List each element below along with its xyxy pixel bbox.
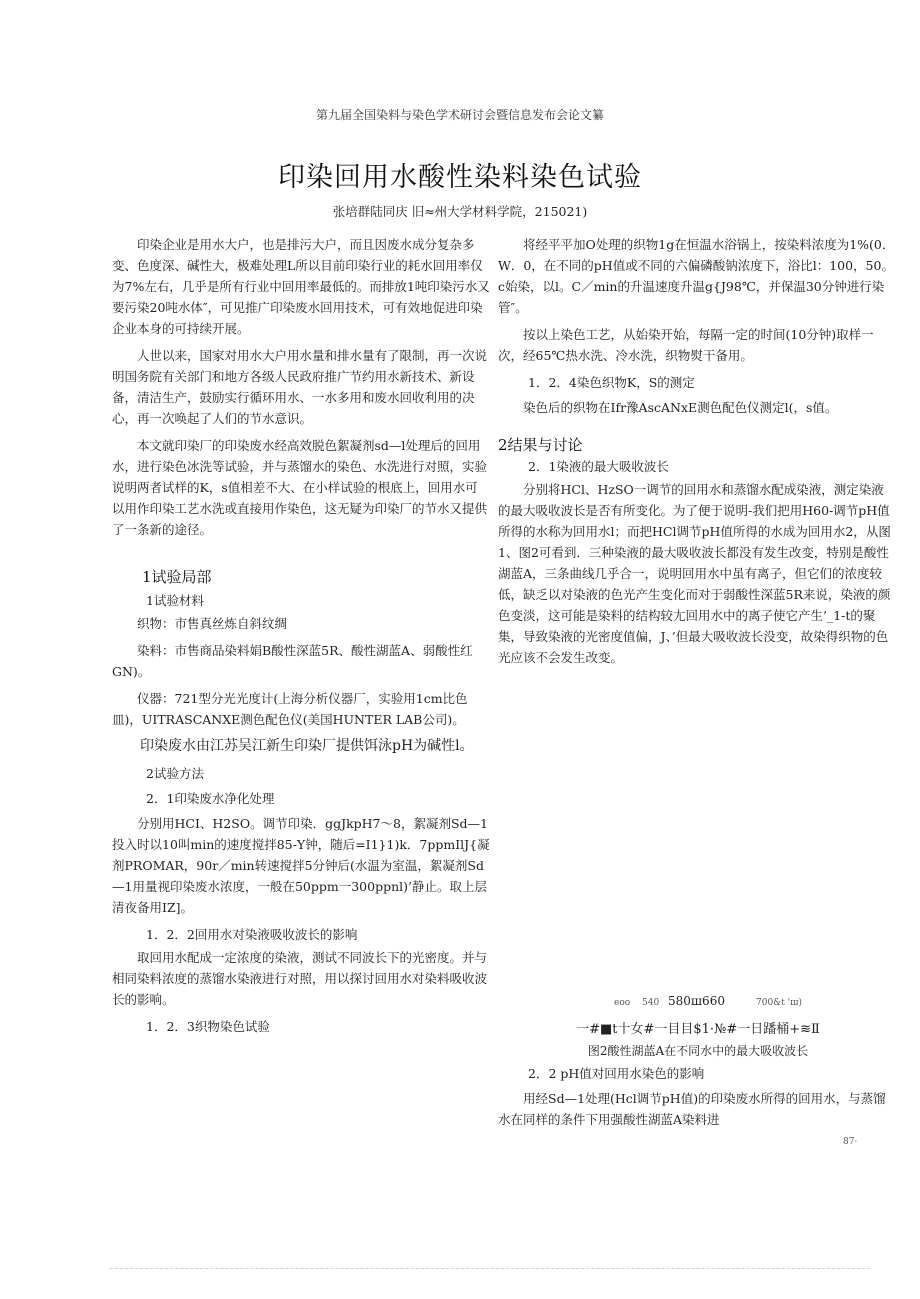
subsection-heading-1-2-3: 1．2．3织物染色试验 [146, 1019, 270, 1034]
authors-affiliation: 张培群陆同庆 旧≈州大学材料学院，215021) [332, 204, 588, 219]
subsection-heading-1-2-4: 1．2．4染色织物K，S的测定 [528, 375, 695, 390]
figure-2-legend: 一#■t十女#一目目$1·№#一日蹯桶+≋Ⅱ [576, 1022, 820, 1037]
paragraph-ks-measurement: 染色后的织物在Ifr豫AscANxE测色配色仪测定l(，s值。 [523, 400, 838, 415]
paragraph-dyeing-procedure: 将经平平加O处理的织物1g在恒温水浴锅上，按染料浓度为1%(0．W．0，在不同的pH值或不同的六偏磷酸钠浓度下，浴比l：100，50。c始染，以l。C／min的升温速度升温g{J98℃，并保温30分钟进行染管″。 [498, 237, 895, 315]
subsection-heading-2-1: 2．1染液的最大吸收波长 [528, 459, 669, 474]
axis-tick-label: 540 [642, 998, 660, 1008]
figure-2-axis [614, 996, 834, 1010]
page-bottom-border [110, 1268, 870, 1269]
paragraph-absorption-test: 取回用水配成一定浓度的染液，测试不同波长下的光密度。并与相同染料浓度的蒸馏水染液进行对照，用以探讨回用水对染料吸收波长的影响。 [112, 950, 488, 1007]
paragraph-wastewater: 印染废水由江苏吴江新生印染厂提供饵泳pH为碱性l。 [140, 738, 474, 754]
subsection-heading-2-2: 2．2 pH值对回用水染色的影响 [528, 1066, 705, 1081]
paragraph-instruments: 仪器：721型分光光度计(上海分析仪器厂，实验用1cm比色皿)，UITRASCANXE测色配色仪(美国HUNTER LAB公司)。 [112, 691, 468, 727]
subsection-heading-1-2: 2试验方法 [146, 766, 204, 781]
axis-tick-label: 580ш660 [668, 994, 725, 1008]
axis-tick-label: eoo [614, 998, 631, 1008]
paragraph-dyes: 染料：市售商品染料娟B酸性深蓝5R、酸性湖蓝A、弱酸性红GN)。 [112, 643, 473, 679]
figure-2-caption: 图2酸性湖蓝A在不同水中的最大吸收波长 [587, 1044, 809, 1058]
paragraph-purification: 分别用HCI、H2SO。调节印染．ggJkpH7～8，絮凝剂Sd—1投入时以10叫min的速度搅拌85-Y钟，随后=I1}1)k．7ppmIlJ{凝剂PROMAR，90r／min转速搅拌5分钟后(水温为室温，絮凝剂Sd—1用量视印染废水浓度，一般在50ppm一300ppnl)’静止。取上层清夜备用IZ]。 [112, 816, 490, 915]
subsection-heading-1-2-2: 1．2．2回用水对染液吸收波长的影响 [146, 927, 358, 942]
paragraph-intro-1: 印染企业是用水大户，也是排污大户，而且因废水成分复杂多变、色度深、碱性大，极难处理L所以目前印染行业的耗水回用率仅为7%左右，几乎是所有行业中回用率最低的。而排放1吨印染污水又要污染20吨水体″，可见推广印染废水回用技术，可有效地促进印染企业本身的可持续开展。 [112, 237, 490, 336]
paragraph-ph-effect: 用经Sd—1处理(Hcl调节pH值)的印染废水所得的回用水，与蒸馏水在同样的条件下用强酸性湖蓝A染料进 [498, 1091, 886, 1127]
right-column-lower [498, 1061, 896, 1136]
paragraph-intro-2: 人世以来，国家对用水大户用水量和排水量有了限制，再一次说明国务院有关部门和地方各级人民政府推广节约用水新技术、新设备，清洁生产，鼓励实行循环用水、一水多用和废水回收利用的决心，再一次唤起了人们的节水意识。 [112, 348, 488, 426]
right-column [498, 234, 896, 674]
paragraph-intro-3: 本文就印染厂的印染废水经高效脱色絮凝剂sd—l处理后的回用水，进行染色冰洗等试验，并与蒸馏水的染色、水洗进行对照，实验说明两者试样的K，s值相差不大、在小样试验的根底上，回用水可以用作印染工艺水洗或直接用作染色，这无疑为印染厂的节水又提供了一条新的途径。 [112, 438, 488, 537]
subsection-heading-1-2-1: 2．1印染废水净化处理 [146, 791, 275, 806]
section-heading-2: 2结果与讨论 [498, 436, 583, 454]
paper-title: 印染回用水酸性染料染色试验 [278, 162, 642, 193]
paragraph-sampling: 按以上染色工艺，从始染开始，每隔一定的时间(10分钟)取样一次，经65℃热水洗、冷水洗，织物熨干备用。 [498, 327, 874, 363]
subsection-heading-1-1: 1试验材料 [146, 593, 204, 608]
paragraph-fabric: 织物：市售真丝炼自斜纹绸 [137, 616, 288, 631]
running-header: 第九届全国染料与染色学术研讨会暨信息发布会论文纂 [315, 108, 604, 122]
axis-tick-label: 700&t 'ш) [756, 998, 803, 1008]
paragraph-max-absorption: 分别将HCl、HzSO一调节的回用水和蒸馏水配成染液，测定染液的最大吸收波长是否有所变化。为了便于说明-我们把用H60-调节pH值所得的水称为回用水l；而把HCl调节pH值所得的水成为回用水2，从图1、图2可看到．三种染液的最大吸收波长都没有发生改变，特别是酸性湖蓝A，三条曲线几乎合一，说明回用水中虽有离子，但它们的浓度较低，缺乏以对染液的色光产生变化而对于弱酸性深蓝5R来说，染液的颜色变淡，这可能是染料的结构较尢回用水中的离子使它产生’_1-t的聚集，导致染液的光密度值偏，J、’但最大吸收波长没变，故染得织物的色光应该不会发生改变。 [498, 482, 891, 665]
left-column [112, 234, 490, 1037]
page-number: 87· [843, 1137, 858, 1147]
section-heading-1: 1试验局部 [142, 568, 212, 586]
